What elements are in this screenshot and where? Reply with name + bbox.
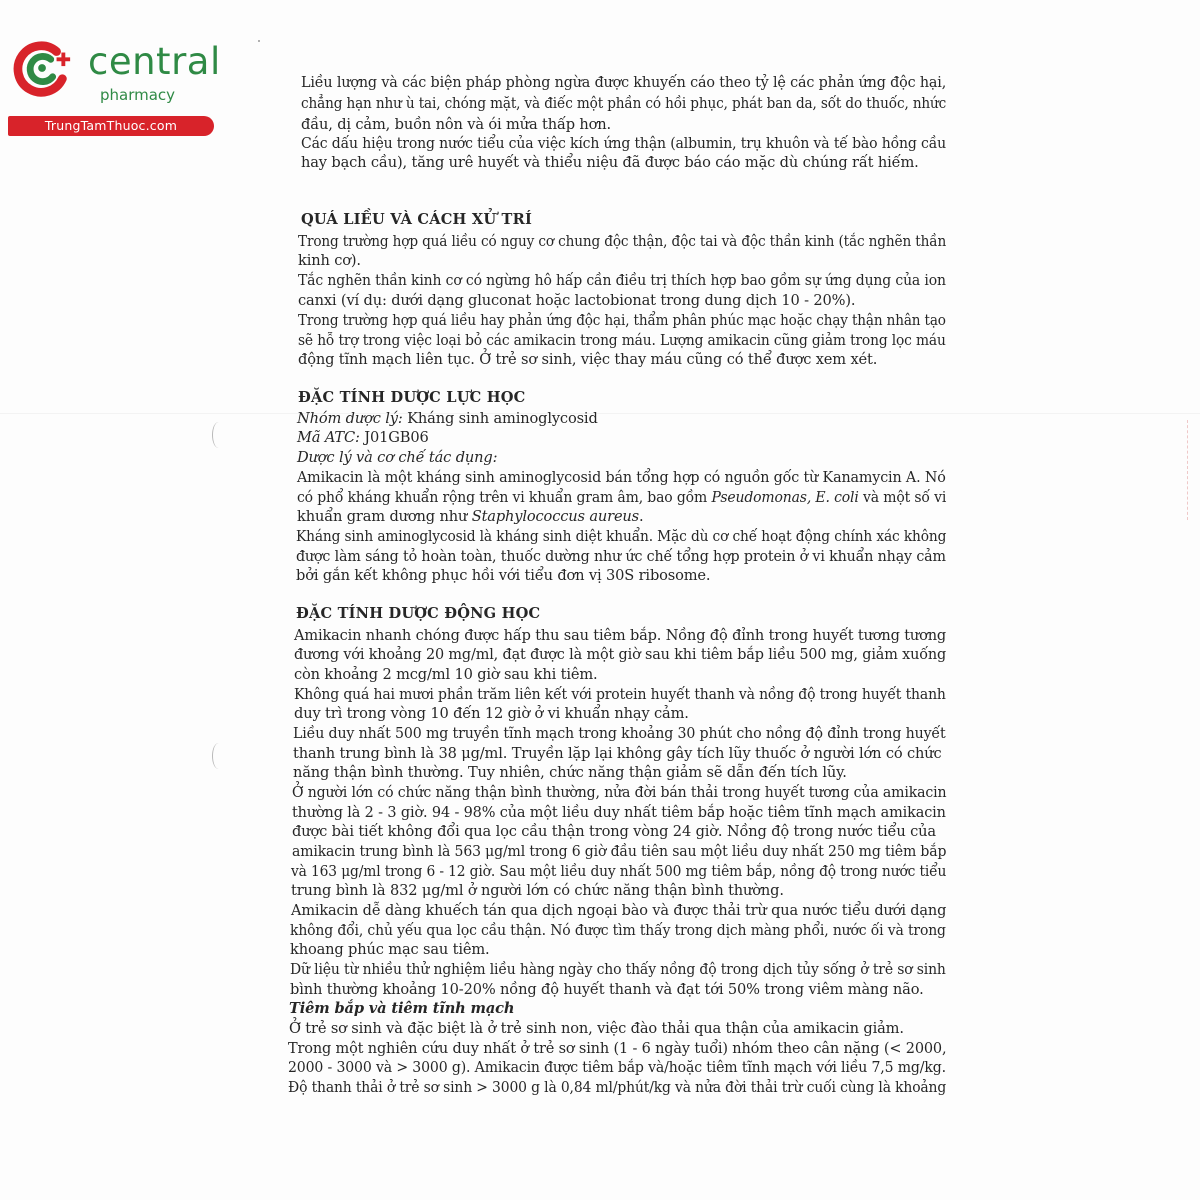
text-line: và 163 μg/ml trong 6 - 12 giờ. Sau một liều duy nhất 500 mg tiêm bắp, nồng độ trong nước tiểu xyxy=(291,863,947,880)
text-line: Không quá hai mươi phần trăm liên kết với protein huyết thanh và nồng độ trong huyết thanh xyxy=(294,686,946,703)
text-line: Amikacin dễ dàng khuếch tán qua dịch ngoại bào và được thải trừ qua nước tiểu dưới dạng xyxy=(291,902,947,919)
text-line xyxy=(297,429,429,446)
text-line: chẳng hạn như ù tai, chóng mặt, và điếc một phần có hồi phục, phát ban da, sốt do thuốc, nhức xyxy=(301,95,947,112)
label-atc-code: Mã ATC: xyxy=(297,429,360,446)
section-heading: QUÁ LIỀU VÀ CÁCH XỬ TRÍ xyxy=(301,211,532,228)
organism-name: Pseudomonas, E. coli xyxy=(711,489,859,506)
subheading: Dược lý và cơ chế tác dụng: xyxy=(297,449,498,466)
text-span: và một số vi xyxy=(862,489,947,506)
text-line xyxy=(297,489,946,506)
text-line xyxy=(297,410,598,427)
text-line: năng thận bình thường. Tuy nhiên, chức năng thận giảm sẽ dẫn đến tích lũy. xyxy=(293,764,847,781)
logo-subtitle: pharmacy xyxy=(100,86,176,104)
text-line: Các dấu hiệu trong nước tiểu của việc kích ứng thận (albumin, trụ khuôn và tế bào hồng cầu xyxy=(301,135,947,152)
text-line: sẽ hỗ trợ trong việc loại bỏ các amikacin trong máu. Lượng amikacin cũng giảm trong lọc máu xyxy=(298,332,946,349)
text-line: bởi gắn kết không phục hồi với tiểu đơn vị 30S ribosome. xyxy=(296,567,711,584)
text-line: Liều lượng và các biện pháp phòng ngừa được khuyến cáo theo tỷ lệ các phản ứng độc hại, xyxy=(301,74,947,91)
text-line: không đổi, chủ yếu qua lọc cầu thận. Nó được tìm thấy trong dịch màng phổi, nước ối và trong xyxy=(290,922,946,939)
text-line: hay bạch cầu), tăng urê huyết và thiểu niệu đã được báo cáo mặc dù chúng rất hiếm. xyxy=(301,154,919,171)
text-line: đầu, dị cảm, buồn nôn và ói mửa thấp hơn. xyxy=(301,116,612,133)
text-line: Trong một nghiên cứu duy nhất ở trẻ sơ sinh (1 - 6 ngày tuổi) nhóm theo cân nặng (< 2000, xyxy=(288,1040,947,1057)
text-span: khuẩn gram dương như xyxy=(297,508,468,525)
text-line: duy trì trong vòng 10 đến 12 giờ ở vi khuẩn nhạy cảm. xyxy=(294,705,689,722)
text-line: đương với khoảng 20 mg/ml, đạt được là một giờ sau khi tiêm bắp liều 500 mg, giảm xuống xyxy=(294,646,947,663)
text-line: Ở người lớn có chức năng thận bình thường, nửa đời bán thải trong huyết tương của amikacin xyxy=(292,784,947,801)
text-line: Trong trường hợp quá liều có nguy cơ chung độc thận, độc tai và độc thần kinh (tắc nghẽn thần xyxy=(298,233,947,250)
section-heading: ĐẶC TÍNH DƯỢC ĐỘNG HỌC xyxy=(296,605,541,622)
text-line: còn khoảng 2 mcg/ml 10 giờ sau khi tiêm. xyxy=(294,666,598,683)
text-line xyxy=(297,508,644,525)
text-line: được bài tiết không đổi qua lọc cầu thận trong vòng 24 giờ. Nồng độ trong nước tiểu của xyxy=(292,823,936,840)
text-line: Trong trường hợp quá liều hay phản ứng độc hại, thẩm phân phúc mạc hoặc chạy thận nhân tạo xyxy=(298,312,946,329)
text-line: bình thường khoảng 10-20% nồng độ huyết thanh và đạt tới 50% trong viêm màng não. xyxy=(290,981,924,998)
logo-url-text: TrungTamThuoc.com xyxy=(44,118,178,133)
text-line: thường là 2 - 3 giờ. 94 - 98% của một liều duy nhất tiêm bắp hoặc tiêm tĩnh mạch amikacin xyxy=(292,804,946,821)
value-pharmacologic-group: Kháng sinh aminoglycosid xyxy=(407,410,598,427)
section-heading: ĐẶC TÍNH DƯỢC LỰC HỌC xyxy=(298,389,526,406)
text-line: amikacin trung bình là 563 μg/ml trong 6 giờ đầu tiên sau một liều duy nhất 250 mg tiêm bắp xyxy=(292,843,947,860)
organism-name: Staphylococcus aureus xyxy=(471,508,640,525)
text-line: khoang phúc mạc sau tiêm. xyxy=(290,941,490,958)
text-line: trung bình là 832 μg/ml ở người lớn có chức năng thận bình thường. xyxy=(291,882,784,899)
text-line: Tắc nghẽn thần kinh cơ có ngừng hô hấp cần điều trị thích hợp bao gồm sự ứng dụng của ion xyxy=(298,272,946,289)
subheading: Tiêm bắp và tiêm tĩnh mạch xyxy=(289,1000,515,1017)
text-span: . xyxy=(639,508,644,525)
text-line: Dữ liệu từ nhiều thử nghiệm liều hàng ngày cho thấy nồng độ trong dịch tủy sống ở trẻ sơ sinh xyxy=(290,961,946,978)
text-line: kinh cơ). xyxy=(298,252,361,269)
text-line: 2000 - 3000 và > 3000 g). Amikacin được tiêm bắp và/hoặc tiêm tĩnh mạch với liều 7,5 mg/kg. xyxy=(288,1059,946,1076)
text-line: Kháng sinh aminoglycosid là kháng sinh diệt khuẩn. Mặc dù cơ chế hoạt động chính xác không xyxy=(296,528,947,545)
label-pharmacologic-group: Nhóm dược lý: xyxy=(297,410,403,427)
text-line: Liều duy nhất 500 mg truyền tĩnh mạch trong khoảng 30 phút cho nồng độ đỉnh trong huyết xyxy=(293,725,946,742)
text-line: Ở trẻ sơ sinh và đặc biệt là ở trẻ sinh non, việc đào thải qua thận của amikacin giảm. xyxy=(289,1020,904,1037)
text-line: thanh trung bình là 38 μg/ml. Truyền lặp lại không gây tích lũy thuốc ở người lớn có chức xyxy=(293,745,942,762)
value-atc-code: J01GB06 xyxy=(364,429,429,446)
text-line: canxi (ví dụ: dưới dạng gluconat hoặc lactobionat trong dung dịch 10 - 20%). xyxy=(298,292,856,309)
text-line: Amikacin là một kháng sinh aminoglycosid bán tổng hợp có nguồn gốc từ Kanamycin A. Nó xyxy=(297,469,946,486)
text-line: Độ thanh thải ở trẻ sơ sinh > 3000 g là 0,84 ml/phút/kg và nửa đời thải trừ cuối cùng là khoảng xyxy=(288,1079,947,1096)
text-line: được làm sáng tỏ hoàn toàn, thuốc dường như ức chế tổng hợp protein ở vi khuẩn nhạy cảm xyxy=(296,548,946,565)
text-line: động tĩnh mạch liên tục. Ở trẻ sơ sinh, việc thay máu cũng có thể được xem xét. xyxy=(298,351,878,368)
text-line: Amikacin nhanh chóng được hấp thu sau tiêm bắp. Nồng độ đỉnh trong huyết tương tương xyxy=(294,627,947,644)
logo-brand-name: central xyxy=(88,40,221,83)
text-span: có phổ kháng khuẩn rộng trên vi khuẩn gram âm, bao gồm xyxy=(297,489,708,506)
